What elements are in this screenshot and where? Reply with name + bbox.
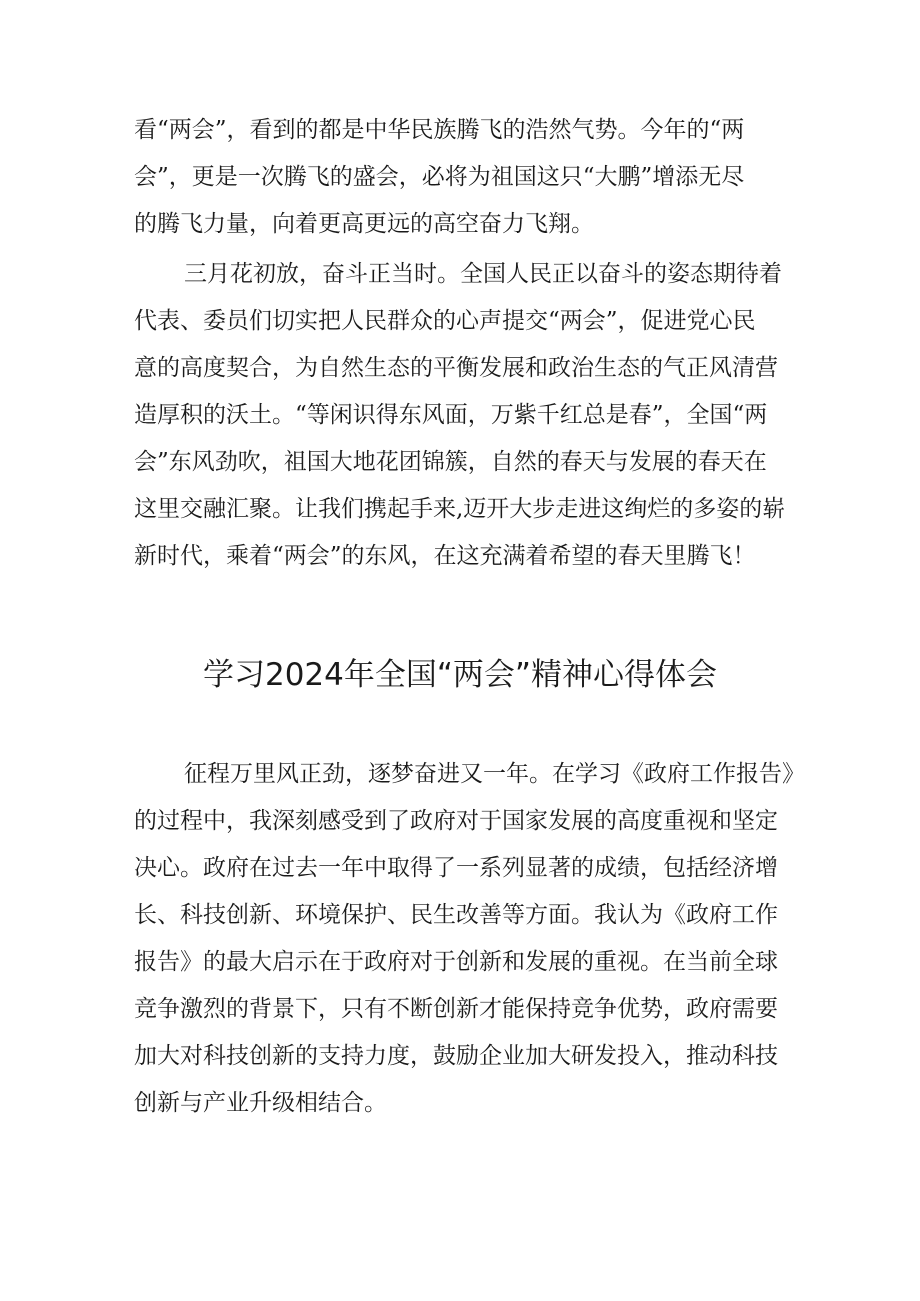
text-line: 意的高度契合，为自然生态的平衡发展和政治生态的气正风清营 [134, 355, 778, 381]
text-line: 这里交融汇聚。让我们携起手来,迈开大步走进这绚烂的多姿的崭 [134, 496, 786, 522]
text-line: 会”，更是一次腾飞的盛会，必将为祖国这只“大鹏”增添无尽 [134, 164, 745, 190]
text-line: 长、科技创新、环境保护、民生改善等方面。我认为《政府工作 [134, 902, 778, 928]
text-line: 造厚积的沃土。“等闲识得东风面，万紫千红总是春”，全国“两 [134, 402, 768, 428]
text-line: 决心。政府在过去一年中取得了一系列显著的成绩，包括经济增 [134, 855, 778, 881]
paragraph [134, 751, 805, 1127]
text-line: 报告》的最大启示在于政府对于创新和发展的重视。在当前全球 [134, 949, 778, 975]
section-title: 学习2024年全国“两会”精神心得体会 [202, 657, 717, 693]
text-line: 代表、委员们切实把人民群众的心声提交“两会”，促进党心民 [134, 308, 756, 334]
paragraph [134, 107, 799, 248]
text-line: 新时代，乘着“两会”的东风，在这充满着希望的春天里腾飞！ [134, 543, 756, 569]
text-line: 竞争激烈的背景下，只有不断创新才能保持竞争优势，政府需要 [134, 996, 778, 1022]
text-line: 的过程中，我深刻感受到了政府对于国家发展的高度重视和坚定 [134, 808, 778, 834]
text-line: 征程万里风正劲，逐梦奋进又一年。在学习《政府工作报告》 [184, 761, 805, 787]
text-line: 看“两会”，看到的都是中华民族腾飞的浩然气势。今年的“两 [134, 117, 745, 143]
text-line: 的腾飞力量，向着更高更远的高空奋力飞翔。 [134, 211, 594, 237]
text-line: 创新与产业升级相结合。 [134, 1090, 387, 1116]
text-line: 会”东风劲吹，祖国大地花团锦簇，自然的春天与发展的春天在 [134, 449, 767, 475]
paragraph [134, 251, 799, 580]
text-line: 加大对科技创新的支持力度，鼓励企业加大研发投入，推动科技 [134, 1043, 778, 1069]
text-line: 三月花初放，奋斗正当时。全国人民正以奋斗的姿态期待着 [184, 261, 782, 287]
